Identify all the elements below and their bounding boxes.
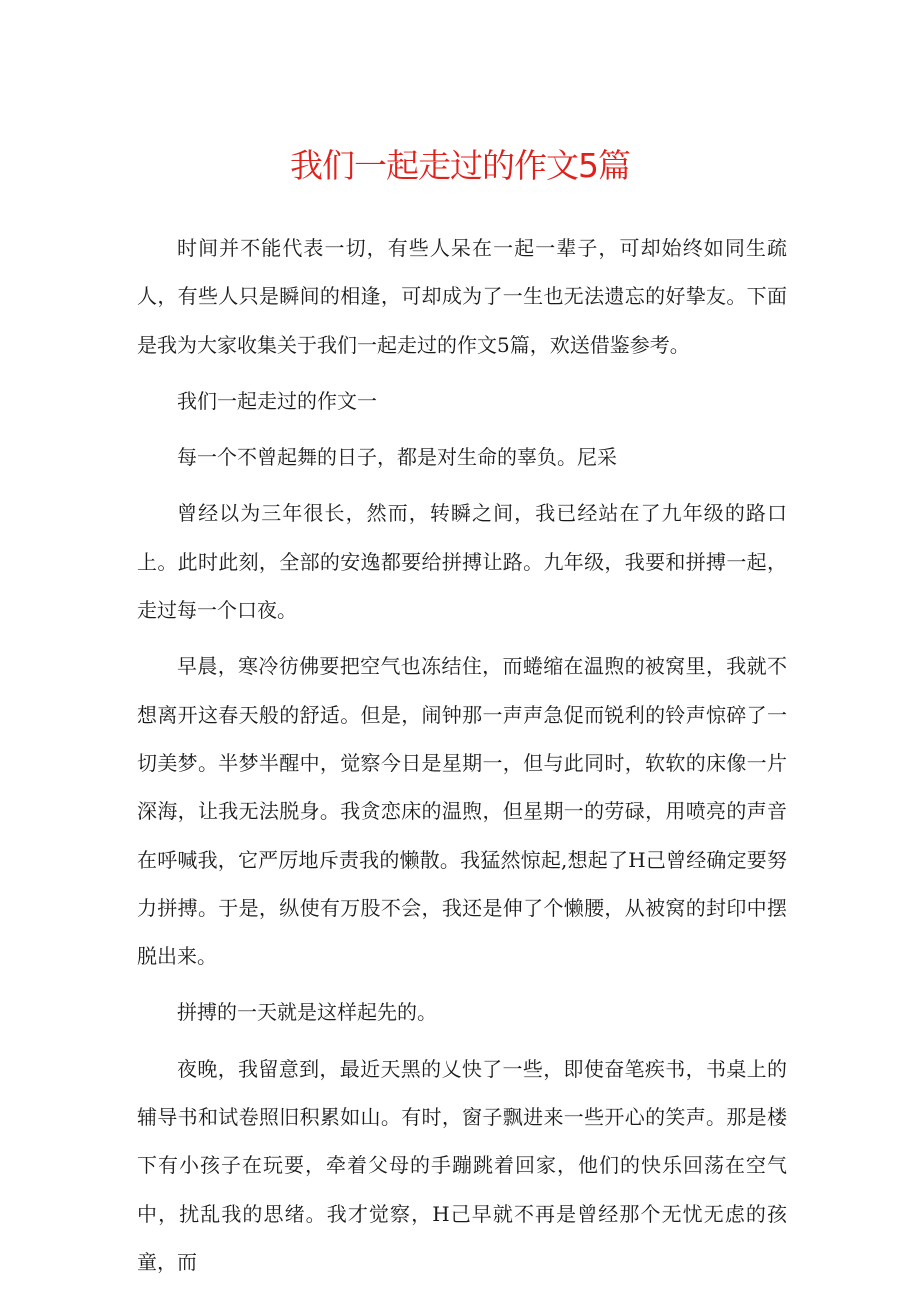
document-title: 我们一起走过的作文5篇 (290, 146, 630, 185)
paragraph: 早晨，寒冷彷佛要把空气也冻结住，而蜷缩在温煦的被窝里，我就不想离开这春天般的舒适。但是，闹钟那一声声急促而锐利的铃声惊碎了一切美梦。半梦半醒中，觉察今日是星期一，但与此同时，软软的床像一片深海，让我无法脱身。我贪恋床的温煦，但星期一的劳碌，用喷亮的声音在呼喊我，它严厉地斥责我的懒散。我猛然惊起,想起了H己曾经确定要努力拼搏。于是，纵使有万股不会，我还是伸了个懒腰，从被窝的封印中摆脱出来。 (137, 654, 787, 969)
paragraph-quote: 每一个不曾起舞的日子，都是对生命的辜负。尼采 (177, 445, 617, 470)
paragraph: 夜晚，我留意到，最近天黑的乂快了一些，即使奋笔疾书，书桌上的辅导书和试卷照旧积累如山。有时，窗子飘进来一些开心的笑声。那是楼下有小孩子在玩要，牵着父母的手蹦跳着回家，他们的快乐回荡在空气中，扰乱我的思绪。我才觉察，H己早就不再是曾经那个无忧无虑的孩童，而 (137, 1056, 787, 1274)
document-body (137, 224, 787, 1294)
section-heading: 我们一起走过的作文一 (177, 388, 377, 413)
paragraph: 拼搏的一天就是这样起先的。 (177, 1000, 437, 1025)
paragraph-intro: 时间并不能代表一切，有些人呆在一起一辈子，可却始终如同生疏人，有些人只是瞬间的相逢，可却成为了一生也无法遗忘的好挚友。下面是我为大家收集关于我们一起走过的作文5篇，欢送借鉴参考。 (137, 236, 787, 357)
paragraph: 曾经以为三年很长，然而，转瞬之间，我已经站在了九年级的路口上。此时此刻，全部的安逸都要给拼搏让路。九年级，我要和拼搏一起，走过每一个口夜。 (137, 501, 787, 623)
